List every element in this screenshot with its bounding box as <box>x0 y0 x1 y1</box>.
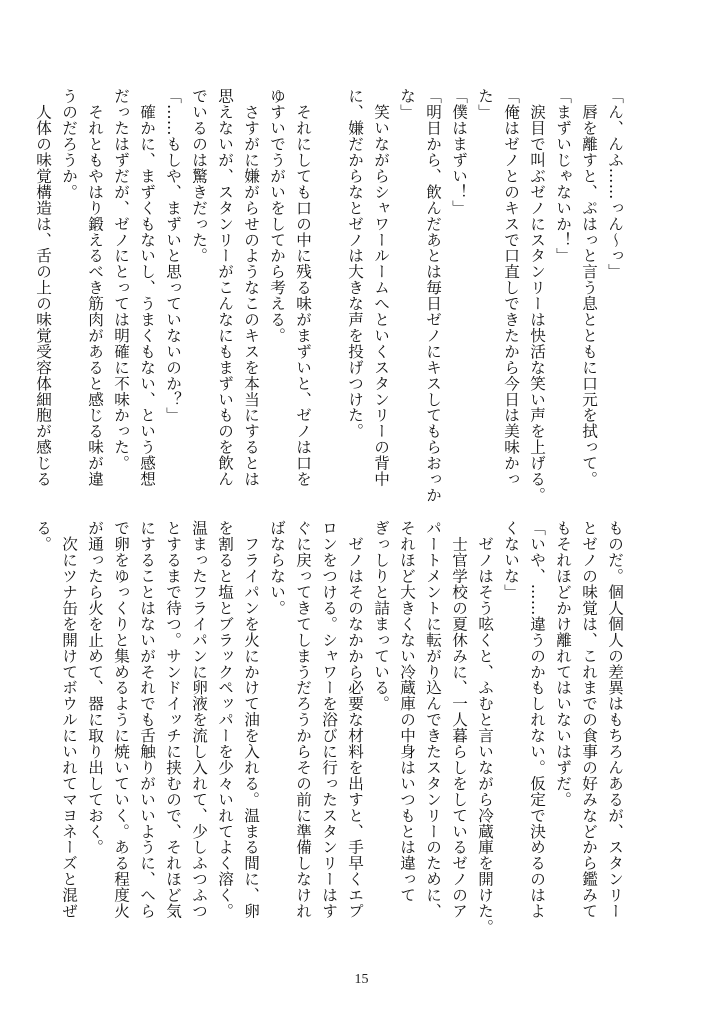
text-line: とゼノの味覚は、これまでの食事の好みなどから鑑みて <box>580 520 598 919</box>
text-line: ばならない。 <box>268 520 286 616</box>
text-line: ロンをつける。シャワーを浴びに行ったスタンリーはす <box>320 520 338 919</box>
text-line: パートメントに転がり込んできたスタンリーのために、 <box>424 520 442 919</box>
text-line: それほど大きくない冷蔵庫の中身はいつもとは違って <box>398 520 416 903</box>
text-line: ものだ。個人個人の差異はもちろんあるが、スタンリー <box>606 520 624 919</box>
text-line: それにしても口の中に残る味がまずいと、ゼノは口を <box>294 88 312 487</box>
text-block-lower <box>34 520 628 935</box>
text-line: にすることはないがそれでも舌触りがいいように、へら <box>138 520 156 919</box>
text-line: に、嫌だからなとゼノは大きな声を投げつけた。 <box>346 88 364 439</box>
text-line: が通ったら火を止めて、器に取り出しておく。 <box>86 520 104 855</box>
text-line: た」 <box>476 88 494 120</box>
text-line: る。 <box>34 520 52 552</box>
text-line: で卵をゆっくりと集めるように焼いていく。ある程度火 <box>112 520 130 919</box>
text-line: ぐに戻ってきてしまうだろうからその前に準備しなけれ <box>294 520 312 919</box>
text-line: 唇を離すと、ぷはっと言う息とともに口元を拭って。 <box>580 88 598 487</box>
text-line: 涙目で叫ぶゼノにスタンリーは快活な笑い声を上げる。 <box>528 88 546 503</box>
text-line: それともやはり鍛えるべき筋肉があると感じる味が違 <box>86 88 104 487</box>
text-line: 人体の味覚構造は、舌の上の味覚受容体細胞が感じる <box>34 88 52 487</box>
text-line: もそれほどかけ離れてはいないはずだ。 <box>554 520 572 808</box>
text-line: 確かに、まずくもないし、うまくもない、という感想 <box>138 88 156 487</box>
text-block-upper <box>34 88 628 503</box>
text-line: 思えないが、スタンリーがこんなにもまずいものを飲ん <box>216 88 234 487</box>
text-line: 温まったフライパンに卵液を流し入れて、少しふつふつ <box>190 520 208 919</box>
text-line: 「ん、んふ……っん～っ」 <box>606 88 624 280</box>
text-line: ゆすいでうがいをしてから考える。 <box>268 88 286 344</box>
text-line: ゼノはそう呟くと、ふむと言いながら冷蔵庫を開けた。 <box>476 520 494 935</box>
text-line: 「……もしや、まずいと思っていないのか？」 <box>164 88 182 423</box>
text-line: だったはずだが、ゼノにとっては明確に不味かった。 <box>112 88 130 471</box>
text-line: 笑いながらシャワールームへといくスタンリーの背中 <box>372 88 390 487</box>
text-line: ぎっしりと詰まっている。 <box>372 520 390 712</box>
text-line: 「僕はまずい！」 <box>450 88 468 216</box>
text-line: さすがに嫌がらせのようなこのキスを本当にするとは <box>242 88 260 487</box>
text-line: 「いや、……違うのかもしれない。仮定で決めるのはよ <box>528 520 546 919</box>
text-line <box>316 88 342 500</box>
text-line: 士官学校の夏休みに、一人暮らしをしているゼノのア <box>450 520 468 919</box>
text-line: 「まずいじゃないか！」 <box>554 88 572 264</box>
text-line: 「明日から、飲んだあとは毎日ゼノにキスしてもらおっか <box>424 88 442 503</box>
text-line: ゼノはそのなかから必要な材料を出すと、手早くエプ <box>346 520 364 919</box>
text-line: うのだろうか。 <box>60 88 78 200</box>
text-line: を割ると塩とブラックペッパーを少々いれてよく溶く。 <box>216 520 234 919</box>
page-number: 15 <box>354 972 369 987</box>
text-line: くないな」 <box>502 520 520 600</box>
text-line: フライパンを火にかけて油を入れる。温まる間に、卵 <box>242 520 260 919</box>
text-line: 次にツナ缶を開けてボウルにいれてマヨネーズと混ぜ <box>60 520 78 919</box>
text-line: 「俺はゼノとのキスで口直しできたから今日は美味かっ <box>502 88 520 487</box>
text-line: でいるのは驚きだった。 <box>190 88 208 264</box>
text-line: とするまで待つ。サンドイッチに挟むので、それほど気 <box>164 520 182 919</box>
text-line: な」 <box>398 88 416 120</box>
